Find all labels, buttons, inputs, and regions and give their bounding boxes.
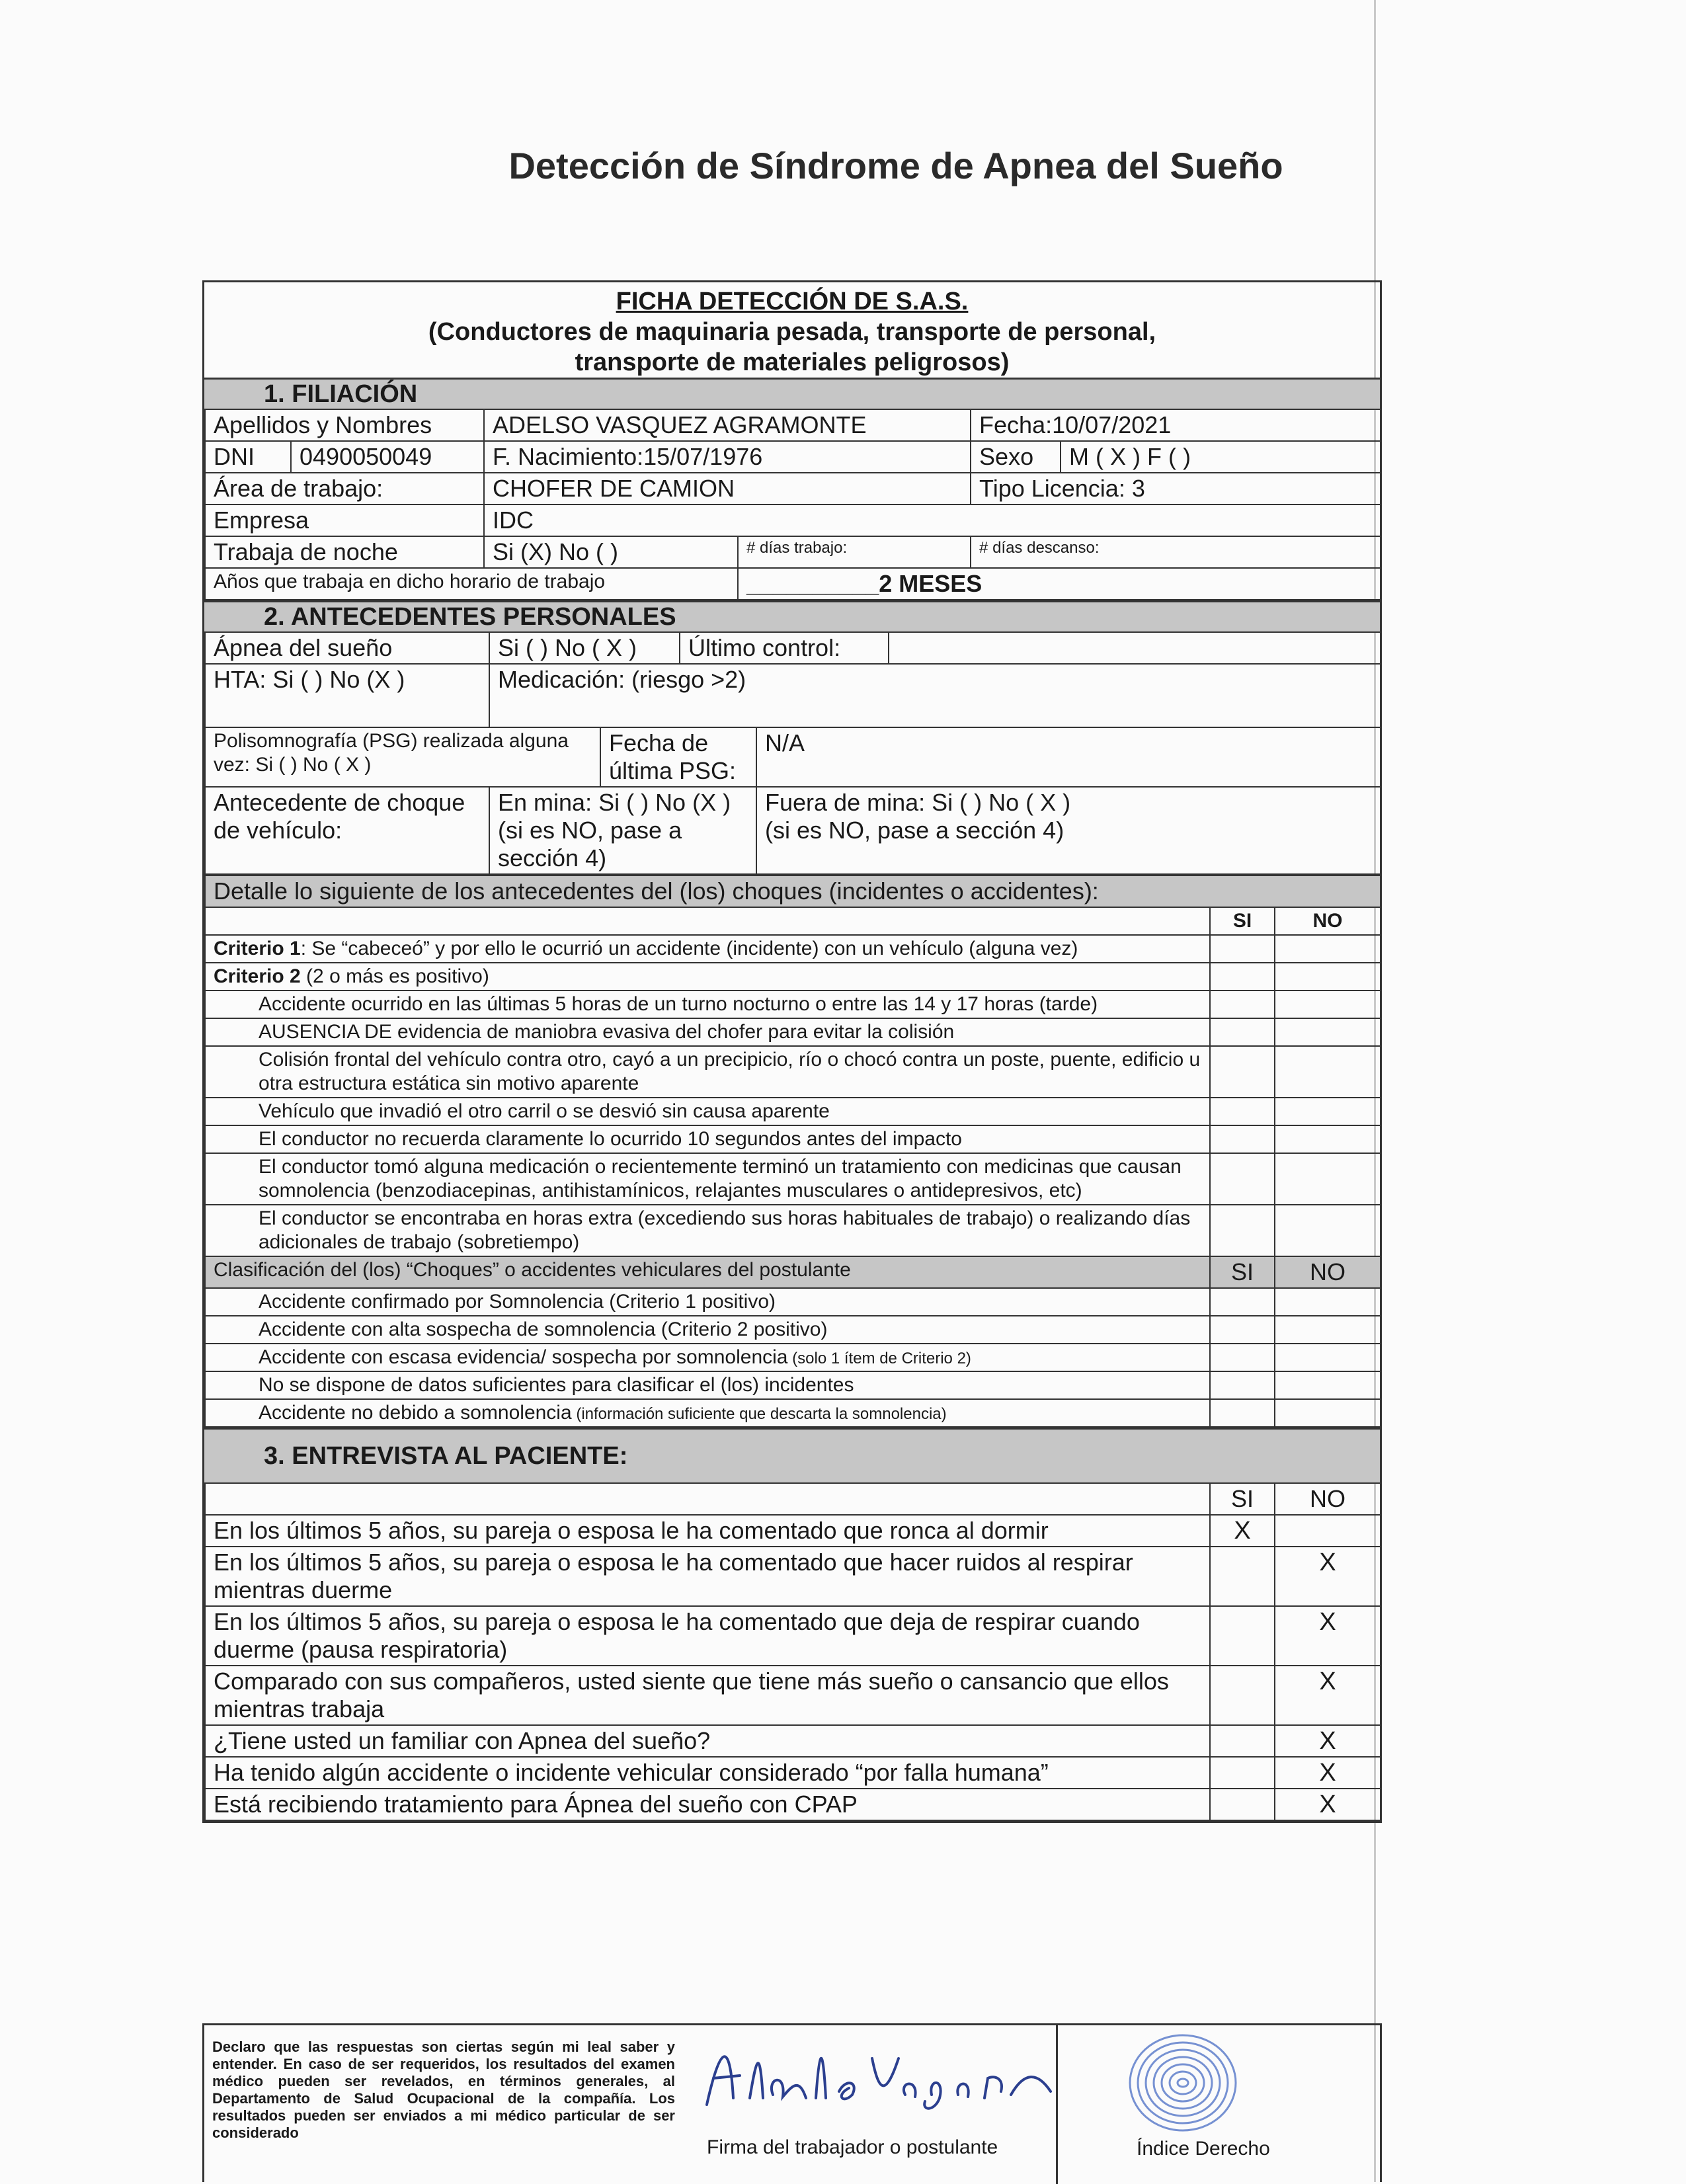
- detalle-si-header: SI: [1210, 907, 1275, 935]
- section-antecedentes-header: 2. ANTECEDENTES PERSONALES: [204, 600, 1380, 631]
- form-header: [204, 282, 1380, 378]
- entrevista-question: ¿Tiene usted un familiar con Apnea del sueño?: [205, 1725, 1210, 1757]
- clasificacion-si-cell[interactable]: [1210, 1371, 1275, 1399]
- choque-mina-field[interactable]: [489, 787, 756, 874]
- nombres-value[interactable]: ADELSO VASQUEZ AGRAMONTE: [484, 409, 971, 441]
- area-label: Área de trabajo:: [205, 473, 484, 505]
- detalle-item: Vehículo que invadió el otro carril o se desvió sin causa aparente: [205, 1098, 1210, 1125]
- signature-divider: [1056, 2025, 1058, 2184]
- clasificacion-si-cell[interactable]: [1210, 1344, 1275, 1371]
- entrevista-no-cell[interactable]: X: [1275, 1725, 1381, 1757]
- choque-mina-note: (si es NO, pase a sección 4): [498, 817, 682, 871]
- detalle-item: Accidente ocurrido en las últimas 5 horas de un turno nocturno o entre las 14 y 17 horas (tarde): [205, 991, 1210, 1018]
- clasificacion-no-cell[interactable]: [1275, 1344, 1381, 1371]
- detalle-header: Detalle lo siguiente de los antecedentes del (los) choques (incidentes o accidentes):: [205, 875, 1381, 907]
- entrevista-no-cell[interactable]: X: [1275, 1547, 1381, 1606]
- clasificacion-item-note: (información suficiente que descarta la somnolencia): [571, 1405, 947, 1423]
- psg-label: Polisomnografía (PSG) realizada alguna vez: Si ( ) No ( X ): [205, 727, 600, 787]
- antecedentes-table: [204, 631, 1381, 875]
- detalle-no-cell[interactable]: [1275, 1018, 1381, 1046]
- detalle-si-cell[interactable]: [1210, 1205, 1275, 1256]
- clasificacion-si-header: SI: [1210, 1256, 1275, 1288]
- entrevista-blank: [205, 1483, 1210, 1515]
- page-title: Detección de Síndrome de Apnea del Sueño: [508, 145, 1283, 186]
- nacimiento-field[interactable]: F. Nacimiento:15/07/1976: [484, 441, 971, 473]
- ultimo-control-label: Último control:: [680, 632, 889, 664]
- choque-label: Antecedente de choque de vehículo:: [205, 787, 489, 874]
- sexo-value[interactable]: M ( X ) F ( ): [1061, 441, 1381, 473]
- detalle-item: AUSENCIA DE evidencia de maniobra evasiva del chofer para evitar la colisión: [205, 1018, 1210, 1046]
- entrevista-no-cell[interactable]: X: [1275, 1666, 1381, 1725]
- detalle-no-cell[interactable]: [1275, 1098, 1381, 1125]
- clasificacion-no-cell[interactable]: [1275, 1371, 1381, 1399]
- dias-descanso-field[interactable]: # días descanso:: [971, 536, 1381, 568]
- criterio1-si[interactable]: [1210, 935, 1275, 963]
- entrevista-no-header: NO: [1275, 1483, 1381, 1515]
- clasificacion-no-header: NO: [1275, 1256, 1381, 1288]
- psg-value[interactable]: N/A: [756, 727, 1381, 787]
- noche-value[interactable]: Si (X) No ( ): [484, 536, 738, 568]
- entrevista-no-cell[interactable]: X: [1275, 1757, 1381, 1789]
- firma-label: Firma del trabajador o postulante: [707, 2136, 998, 2158]
- filiacion-table: [204, 409, 1381, 600]
- anios-value[interactable]: __________2 MESES: [738, 568, 1381, 600]
- entrevista-no-cell[interactable]: X: [1275, 1606, 1381, 1666]
- dni-value[interactable]: 0490050049: [291, 441, 484, 473]
- noche-label: Trabaja de noche: [205, 536, 484, 568]
- detalle-item: El conductor no recuerda claramente lo ocurrido 10 segundos antes del impacto: [205, 1125, 1210, 1153]
- area-value[interactable]: CHOFER DE CAMION: [484, 473, 971, 505]
- nombres-label: Apellidos y Nombres: [205, 409, 484, 441]
- clasificacion-item-3: [205, 1344, 1210, 1371]
- detalle-table: [204, 875, 1381, 1428]
- psg-fecha-label: Fecha de última PSG:: [600, 727, 756, 787]
- detalle-item: Colisión frontal del vehículo contra otro, cayó a un precipicio, río o chocó contra un poste, puente, edificio u otra estructura estática sin motivo aparente: [205, 1046, 1210, 1098]
- detalle-si-cell[interactable]: [1210, 1153, 1275, 1205]
- sexo-label: Sexo: [971, 441, 1061, 473]
- apnea-value[interactable]: Si ( ) No ( X ): [489, 632, 680, 664]
- clasificacion-si-cell[interactable]: [1210, 1316, 1275, 1344]
- detalle-si-cell[interactable]: [1210, 1046, 1275, 1098]
- form-header-subtitle-1: (Conductores de maquinaria pesada, transporte de personal,: [428, 318, 1156, 346]
- criterio1-no[interactable]: [1275, 935, 1381, 963]
- apnea-label: Ápnea del sueño: [205, 632, 489, 664]
- entrevista-no-cell[interactable]: [1275, 1515, 1381, 1547]
- fecha-field[interactable]: Fecha:10/07/2021: [971, 409, 1381, 441]
- clasificacion-no-cell[interactable]: [1275, 1288, 1381, 1316]
- entrevista-table: [204, 1482, 1381, 1821]
- detalle-no-cell[interactable]: [1275, 1153, 1381, 1205]
- dias-trabajo-field[interactable]: # días trabajo:: [738, 536, 971, 568]
- criterio2-text: (2 o más es positivo): [300, 965, 489, 987]
- entrevista-si-header: SI: [1210, 1483, 1275, 1515]
- detalle-no-cell[interactable]: [1275, 1205, 1381, 1256]
- entrevista-no-cell[interactable]: X: [1275, 1789, 1381, 1820]
- detalle-no-cell[interactable]: [1275, 1046, 1381, 1098]
- hta-field[interactable]: HTA: Si ( ) No (X ): [205, 664, 489, 727]
- clasificacion-item: Accidente confirmado por Somnolencia (Criterio 1 positivo): [205, 1288, 1210, 1316]
- licencia-field[interactable]: Tipo Licencia: 3: [971, 473, 1381, 505]
- clasificacion-item-text: Accidente no debido a somnolencia: [259, 1402, 572, 1424]
- entrevista-question: Comparado con sus compañeros, usted siente que tiene más sueño o cansancio que ellos mientras trabaja: [205, 1666, 1210, 1725]
- signature-footer: [202, 2023, 1382, 2182]
- anios-label: Años que trabaja en dicho horario de trabajo: [205, 568, 738, 600]
- clasificacion-item-note: (solo 1 ítem de Criterio 2): [787, 1350, 971, 1367]
- clasificacion-item-text: Accidente con escasa evidencia/ sospecha por somnolencia: [259, 1346, 788, 1368]
- detalle-no-cell[interactable]: [1275, 1125, 1381, 1153]
- clasificacion-no-cell[interactable]: [1275, 1316, 1381, 1344]
- entrevista-question: En los últimos 5 años, su pareja o esposa le ha comentado que hacer ruidos al respirar mientras duerme: [205, 1547, 1210, 1606]
- entrevista-question: En los últimos 5 años, su pareja o esposa le ha comentado que deja de respirar cuando duerme (pausa respiratoria): [205, 1606, 1210, 1666]
- clasificacion-header: Clasificación del (los) “Choques” o accidentes vehiculares del postulante: [205, 1256, 1210, 1288]
- detalle-no-header: NO: [1275, 907, 1381, 935]
- declaration-text: Declaro que las respuestas son ciertas según mi leal saber y entender. En caso de ser requeridos, los resultados del examen médico pueden ser revelados, en términos generales, al Departamento de Salud Ocupacional de la compañía. Los resultados pueden ser enviados a mi médico particular de ser considerado: [212, 2039, 675, 2141]
- criterio2-si[interactable]: [1210, 963, 1275, 991]
- choque-mina-value: En mina: Si ( ) No (X ): [498, 789, 731, 816]
- criterio1-row: [205, 935, 1210, 963]
- signature-image[interactable]: [694, 2032, 1064, 2118]
- clasificacion-si-cell[interactable]: [1210, 1399, 1275, 1427]
- entrevista-si-cell[interactable]: X: [1210, 1515, 1275, 1547]
- detalle-blank: [205, 907, 1210, 935]
- entrevista-si-cell[interactable]: [1210, 1725, 1275, 1757]
- detalle-item: El conductor se encontraba en horas extra (excediendo sus horas habituales de trabajo) o realizando días adicionales de trabajo (sobretiempo): [205, 1205, 1210, 1256]
- empresa-label: Empresa: [205, 505, 484, 536]
- entrevista-si-cell[interactable]: [1210, 1789, 1275, 1820]
- form-header-subtitle-2: transporte de materiales peligrosos): [575, 348, 1010, 376]
- medicacion-field[interactable]: Medicación: (riesgo >2): [489, 664, 1381, 727]
- clasificacion-no-cell[interactable]: [1275, 1399, 1381, 1427]
- clasificacion-item: Accidente con alta sospecha de somnolencia (Criterio 2 positivo): [205, 1316, 1210, 1344]
- criterio1-label: Criterio 1: [214, 938, 301, 959]
- criterio2-label: Criterio 2: [214, 965, 301, 987]
- ultimo-control-value[interactable]: [889, 632, 1381, 664]
- criterio2-row: [205, 963, 1210, 991]
- dni-label: DNI: [205, 441, 291, 473]
- criterio2-no[interactable]: [1275, 963, 1381, 991]
- criterio1-text: : Se “cabeceó” y por ello le ocurrió un accidente (incidente) con un vehículo (alguna vez): [300, 938, 1078, 959]
- detalle-item: El conductor tomó alguna medicación o recientemente terminó un tratamiento con medicinas que causan somnolencia (benzodiacepinas, antihistamínicos, relajantes musculares o antidepresivos, etc): [205, 1153, 1210, 1205]
- section-entrevista-header: 3. ENTREVISTA AL PACIENTE:: [204, 1428, 1380, 1482]
- clasificacion-item: No se dispone de datos suficientes para clasificar el (los) incidentes: [205, 1371, 1210, 1399]
- entrevista-si-cell[interactable]: [1210, 1547, 1275, 1606]
- detalle-no-cell[interactable]: [1275, 991, 1381, 1018]
- section-filiacion-header: 1. FILIACIÓN: [204, 378, 1380, 409]
- empresa-value[interactable]: IDC: [484, 505, 1381, 536]
- sas-form: [202, 280, 1382, 1823]
- entrevista-si-cell[interactable]: [1210, 1757, 1275, 1789]
- entrevista-si-cell[interactable]: [1210, 1666, 1275, 1725]
- clasificacion-si-cell[interactable]: [1210, 1288, 1275, 1316]
- indice-label: Índice Derecho: [1137, 2138, 1270, 2160]
- choque-fuera-note: (si es NO, pase a sección 4): [765, 817, 1064, 844]
- entrevista-si-cell[interactable]: [1210, 1606, 1275, 1666]
- entrevista-question: Ha tenido algún accidente o incidente vehicular considerado “por falla humana”: [205, 1757, 1210, 1789]
- detalle-si-cell[interactable]: [1210, 991, 1275, 1018]
- detalle-si-cell[interactable]: [1210, 1125, 1275, 1153]
- entrevista-question: Está recibiendo tratamiento para Ápnea del sueño con CPAP: [205, 1789, 1210, 1820]
- choque-fuera-value: Fuera de mina: Si ( ) No ( X ): [765, 789, 1071, 816]
- entrevista-question: En los últimos 5 años, su pareja o esposa le ha comentado que ronca al dormir: [205, 1515, 1210, 1547]
- fingerprint-icon: [1117, 2027, 1249, 2139]
- choque-fuera-field[interactable]: [756, 787, 1381, 874]
- clasificacion-item-5: [205, 1399, 1210, 1427]
- detalle-si-cell[interactable]: [1210, 1098, 1275, 1125]
- form-header-title: FICHA DETECCIÓN DE S.A.S.: [616, 288, 969, 315]
- detalle-si-cell[interactable]: [1210, 1018, 1275, 1046]
